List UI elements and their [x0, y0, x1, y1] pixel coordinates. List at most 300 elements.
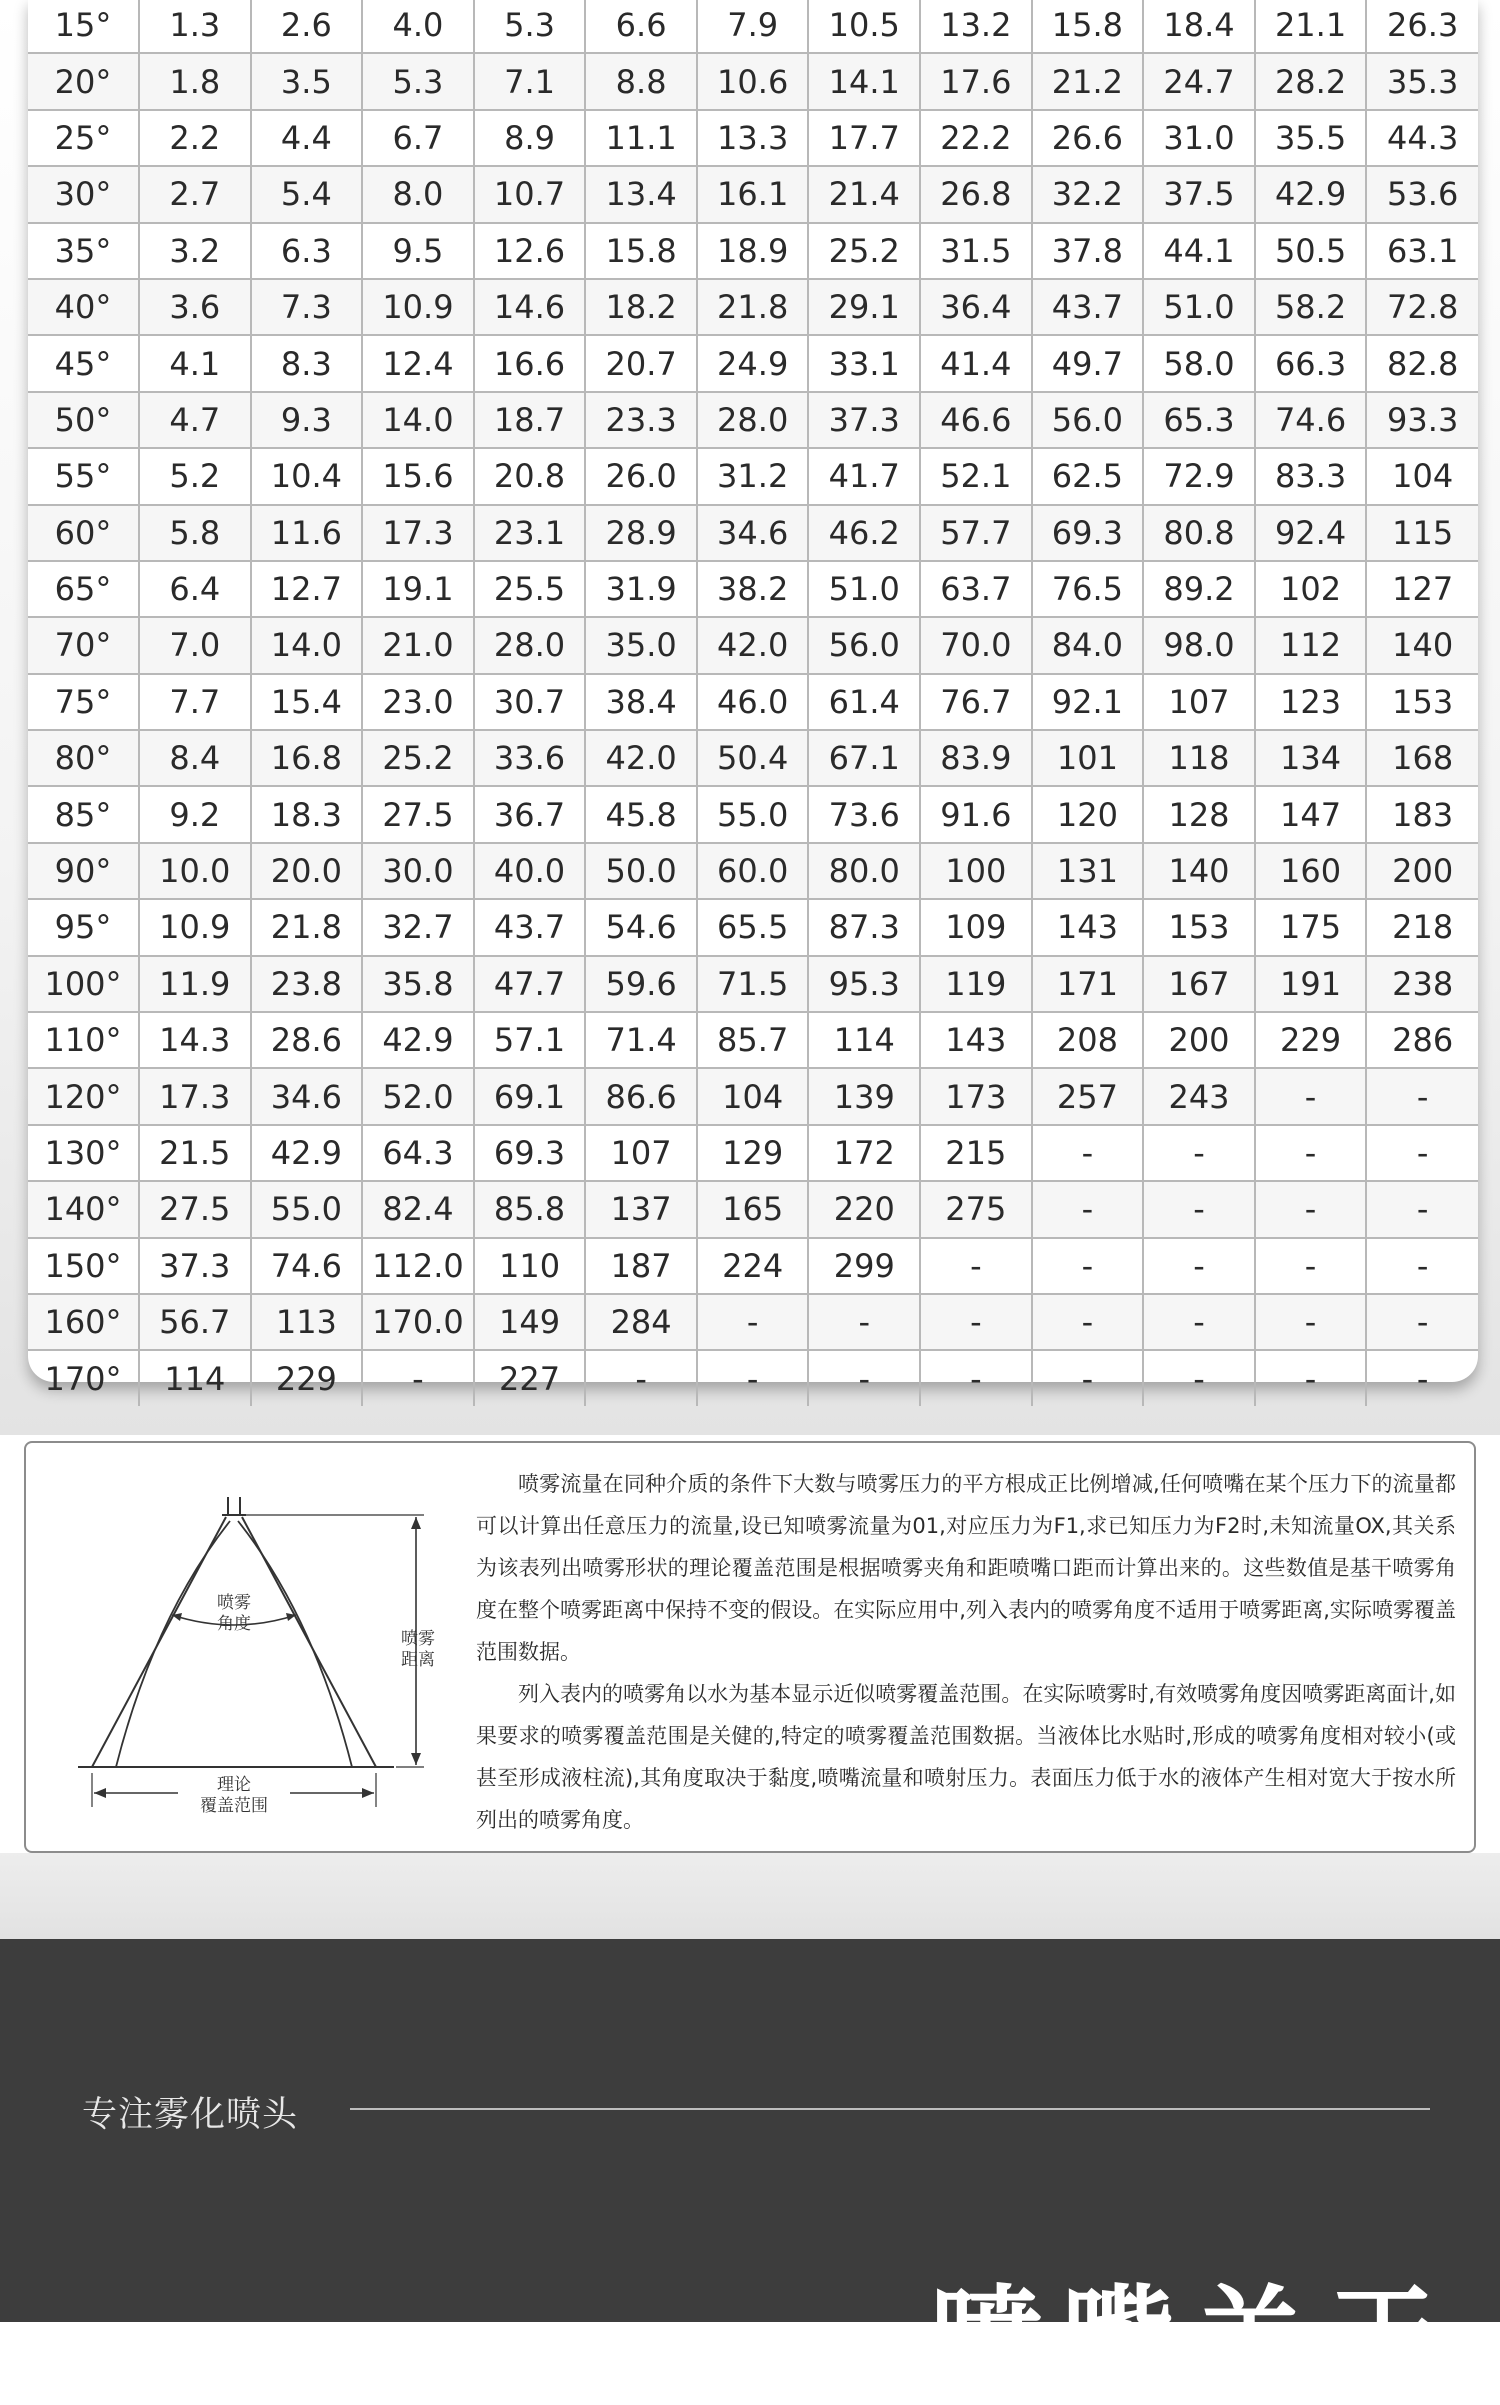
coverage-value-cell: 299	[808, 1238, 920, 1294]
coverage-value-cell: 134	[1255, 730, 1367, 786]
coverage-value-cell: 85.7	[697, 1012, 809, 1068]
coverage-value-cell: 165	[697, 1181, 809, 1237]
spray-angle-cell: 130°	[28, 1125, 139, 1181]
coverage-value-cell: 24.7	[1143, 53, 1255, 109]
coverage-value-cell: -	[1032, 1181, 1144, 1237]
coverage-value-cell: 115	[1366, 505, 1478, 561]
coverage-value-cell: 14.1	[808, 53, 920, 109]
coverage-value-cell: 21.0	[362, 617, 474, 673]
coverage-value-cell: 137	[585, 1181, 697, 1237]
coverage-value-cell: 153	[1143, 899, 1255, 955]
coverage-value-cell: 57.1	[474, 1012, 586, 1068]
coverage-value-cell: -	[1143, 1350, 1255, 1405]
coverage-value-cell: 67.1	[808, 730, 920, 786]
coverage-value-cell: 17.6	[920, 53, 1032, 109]
coverage-value-cell: 229	[251, 1350, 363, 1405]
table-row	[28, 617, 1478, 673]
coverage-value-cell: 44.1	[1143, 223, 1255, 279]
spray-diagram	[54, 1467, 474, 1837]
coverage-value-cell: -	[920, 1294, 1032, 1350]
table-row	[28, 166, 1478, 222]
coverage-value-cell: 8.8	[585, 53, 697, 109]
table-row	[28, 899, 1478, 955]
coverage-value-cell: 31.2	[697, 448, 809, 504]
coverage-value-cell: -	[1032, 1125, 1144, 1181]
coverage-value-cell: 55.0	[697, 786, 809, 842]
coverage-value-cell: 31.5	[920, 223, 1032, 279]
coverage-value-cell: 83.9	[920, 730, 1032, 786]
coverage-value-cell: 85.8	[474, 1181, 586, 1237]
coverage-value-cell: 13.3	[697, 110, 809, 166]
coverage-value-cell: 76.7	[920, 674, 1032, 730]
coverage-value-cell: -	[1143, 1238, 1255, 1294]
coverage-value-cell: -	[1366, 1068, 1478, 1124]
coverage-value-cell: 275	[920, 1181, 1032, 1237]
coverage-value-cell: 10.9	[139, 899, 251, 955]
coverage-value-cell: 40.0	[474, 843, 586, 899]
coverage-value-cell: 46.0	[697, 674, 809, 730]
coverage-value-cell: 220	[808, 1181, 920, 1237]
coverage-value-cell: 35.5	[1255, 110, 1367, 166]
coverage-value-cell: 28.0	[474, 617, 586, 673]
coverage-value-cell: 86.6	[585, 1068, 697, 1124]
coverage-value-cell: 73.6	[808, 786, 920, 842]
coverage-value-cell: 4.4	[251, 110, 363, 166]
coverage-value-cell: 46.6	[920, 392, 1032, 448]
coverage-value-cell: 65.5	[697, 899, 809, 955]
coverage-value-cell: 15.8	[1032, 0, 1144, 53]
notes-paragraph-2: 列入表内的喷雾角以水为基本显示近似喷雾覆盖范围。在实际喷雾时,有效喷雾角度因喷雾距离面计,如果要求的喷雾覆盖范围是关健的,特定的喷雾覆盖范围数据。当液体比水贴时,形成的喷雾角度相对较小(或甚至形成液柱流),其角度取决于黏度,喷嘴流量和喷射压力。表面压力低于水的液体产生相对宽大于按水所列出的喷雾角度。	[476, 1682, 1456, 1832]
coverage-value-cell: 7.9	[697, 0, 809, 53]
coverage-value-cell: 55.0	[251, 1181, 363, 1237]
coverage-value-cell: 56.0	[1032, 392, 1144, 448]
coverage-value-cell: 35.3	[1366, 53, 1478, 109]
coverage-value-cell: 284	[585, 1294, 697, 1350]
coverage-value-cell: 69.3	[1032, 505, 1144, 561]
spray-angle-cell: 55°	[28, 448, 139, 504]
coverage-value-cell: 10.7	[474, 166, 586, 222]
coverage-value-cell: -	[1255, 1068, 1367, 1124]
coverage-value-cell: 29.1	[808, 279, 920, 335]
coverage-value-cell: 26.3	[1366, 0, 1478, 53]
coverage-value-cell: 147	[1255, 786, 1367, 842]
coverage-value-cell: 8.9	[474, 110, 586, 166]
coverage-value-cell: 14.6	[474, 279, 586, 335]
coverage-value-cell: 120	[1032, 786, 1144, 842]
coverage-value-cell: 47.7	[474, 956, 586, 1012]
coverage-value-cell: 5.8	[139, 505, 251, 561]
coverage-value-cell: 35.0	[585, 617, 697, 673]
coverage-value-cell: 114	[808, 1012, 920, 1068]
coverage-value-cell: 31.0	[1143, 110, 1255, 166]
coverage-value-cell: 98.0	[1143, 617, 1255, 673]
coverage-value-cell: -	[1143, 1125, 1255, 1181]
coverage-value-cell: 25.5	[474, 561, 586, 617]
coverage-value-cell: 149	[474, 1294, 586, 1350]
coverage-label: 理论 覆盖范围	[200, 1775, 268, 1817]
coverage-value-cell: 6.6	[585, 0, 697, 53]
coverage-value-cell: 58.0	[1143, 335, 1255, 391]
coverage-value-cell: 11.1	[585, 110, 697, 166]
coverage-value-cell: 109	[920, 899, 1032, 955]
coverage-value-cell: 30.7	[474, 674, 586, 730]
coverage-value-cell: 3.5	[251, 53, 363, 109]
table-row	[28, 1238, 1478, 1294]
coverage-value-cell: -	[1366, 1125, 1478, 1181]
coverage-value-cell: 101	[1032, 730, 1144, 786]
coverage-value-cell: 43.7	[474, 899, 586, 955]
coverage-value-cell: 168	[1366, 730, 1478, 786]
coverage-value-cell: 28.2	[1255, 53, 1367, 109]
coverage-value-cell: 187	[585, 1238, 697, 1294]
coverage-value-cell: 15.4	[251, 674, 363, 730]
coverage-value-cell: 42.0	[585, 730, 697, 786]
coverage-value-cell: 175	[1255, 899, 1367, 955]
table-row	[28, 843, 1478, 899]
coverage-value-cell: 16.6	[474, 335, 586, 391]
coverage-value-cell: 160	[1255, 843, 1367, 899]
spray-notes-box	[24, 1441, 1476, 1853]
coverage-value-cell: 131	[1032, 843, 1144, 899]
coverage-value-cell: 74.6	[251, 1238, 363, 1294]
coverage-value-cell: -	[1143, 1294, 1255, 1350]
coverage-value-cell: 69.3	[474, 1125, 586, 1181]
coverage-value-cell: 286	[1366, 1012, 1478, 1068]
coverage-value-cell: 128	[1143, 786, 1255, 842]
coverage-value-cell: 110	[474, 1238, 586, 1294]
coverage-value-cell: 3.2	[139, 223, 251, 279]
coverage-value-cell: 183	[1366, 786, 1478, 842]
table-row	[28, 1068, 1478, 1124]
coverage-value-cell: 59.6	[585, 956, 697, 1012]
spray-angle-cell: 140°	[28, 1181, 139, 1237]
coverage-value-cell: 61.4	[808, 674, 920, 730]
coverage-value-cell: 119	[920, 956, 1032, 1012]
coverage-value-cell: 74.6	[1255, 392, 1367, 448]
coverage-value-cell: 8.4	[139, 730, 251, 786]
spray-coverage-table-body	[28, 0, 1478, 1406]
notes-text	[476, 1463, 1456, 1841]
spray-angle-cell: 80°	[28, 730, 139, 786]
coverage-value-cell: 243	[1143, 1068, 1255, 1124]
coverage-value-cell: 41.4	[920, 335, 1032, 391]
coverage-value-cell: 200	[1366, 843, 1478, 899]
spray-angle-cell: 70°	[28, 617, 139, 673]
coverage-value-cell: 71.4	[585, 1012, 697, 1068]
coverage-value-cell: 27.5	[362, 786, 474, 842]
coverage-value-cell: 21.8	[251, 899, 363, 955]
coverage-value-cell: -	[697, 1350, 809, 1405]
coverage-value-cell: 71.5	[697, 956, 809, 1012]
coverage-value-cell: 257	[1032, 1068, 1144, 1124]
coverage-value-cell: 37.8	[1032, 223, 1144, 279]
coverage-value-cell: 62.5	[1032, 448, 1144, 504]
coverage-value-cell: 18.7	[474, 392, 586, 448]
spray-angle-cell: 60°	[28, 505, 139, 561]
table-row	[28, 1294, 1478, 1350]
coverage-value-cell: 6.3	[251, 223, 363, 279]
coverage-value-cell: 63.1	[1366, 223, 1478, 279]
coverage-value-cell: 167	[1143, 956, 1255, 1012]
coverage-value-cell: 37.3	[808, 392, 920, 448]
coverage-value-cell: 8.3	[251, 335, 363, 391]
coverage-value-cell: -	[1255, 1350, 1367, 1405]
coverage-value-cell: 9.3	[251, 392, 363, 448]
footer-divider	[350, 2108, 1430, 2110]
coverage-value-cell: 215	[920, 1125, 1032, 1181]
coverage-value-cell: 20.7	[585, 335, 697, 391]
coverage-value-cell: 28.6	[251, 1012, 363, 1068]
coverage-value-cell: 21.1	[1255, 0, 1367, 53]
coverage-value-cell: 6.7	[362, 110, 474, 166]
coverage-value-cell: 171	[1032, 956, 1144, 1012]
coverage-value-cell: 18.9	[697, 223, 809, 279]
coverage-value-cell: 107	[585, 1125, 697, 1181]
table-row	[28, 505, 1478, 561]
coverage-value-cell: 23.8	[251, 956, 363, 1012]
spray-angle-label: 喷雾 角度	[217, 1593, 251, 1635]
spray-angle-cell: 35°	[28, 223, 139, 279]
coverage-value-cell: 104	[1366, 448, 1478, 504]
coverage-value-cell: -	[808, 1350, 920, 1405]
coverage-value-cell: 76.5	[1032, 561, 1144, 617]
spray-distance-label: 喷雾 距离	[401, 1629, 435, 1671]
coverage-value-cell: 170.0	[362, 1294, 474, 1350]
coverage-value-cell: 1.3	[139, 0, 251, 53]
table-row	[28, 1350, 1478, 1405]
coverage-value-cell: 18.4	[1143, 0, 1255, 53]
coverage-value-cell: 42.9	[362, 1012, 474, 1068]
coverage-value-cell: 56.7	[139, 1294, 251, 1350]
spray-angle-cell: 100°	[28, 956, 139, 1012]
coverage-value-cell: 9.2	[139, 786, 251, 842]
spray-angle-cell: 25°	[28, 110, 139, 166]
coverage-value-cell: 224	[697, 1238, 809, 1294]
table-row	[28, 674, 1478, 730]
coverage-value-cell: 51.0	[1143, 279, 1255, 335]
table-row	[28, 786, 1478, 842]
table-row	[28, 0, 1478, 53]
coverage-value-cell: 91.6	[920, 786, 1032, 842]
table-row	[28, 448, 1478, 504]
coverage-value-cell: 37.3	[139, 1238, 251, 1294]
coverage-value-cell: 14.0	[251, 617, 363, 673]
coverage-value-cell: 26.0	[585, 448, 697, 504]
spray-angle-cell: 85°	[28, 786, 139, 842]
coverage-value-cell: 45.8	[585, 786, 697, 842]
coverage-value-cell: 51.0	[808, 561, 920, 617]
coverage-value-cell: 1.8	[139, 53, 251, 109]
coverage-value-cell: 33.1	[808, 335, 920, 391]
coverage-value-cell: 13.2	[920, 0, 1032, 53]
coverage-value-cell: 127	[1366, 561, 1478, 617]
coverage-value-cell: 191	[1255, 956, 1367, 1012]
coverage-value-cell: 26.6	[1032, 110, 1144, 166]
spray-angle-cell: 160°	[28, 1294, 139, 1350]
coverage-value-cell: 66.3	[1255, 335, 1367, 391]
coverage-value-cell: 31.9	[585, 561, 697, 617]
coverage-value-cell: 23.0	[362, 674, 474, 730]
coverage-value-cell: -	[1032, 1350, 1144, 1405]
coverage-value-cell: 72.9	[1143, 448, 1255, 504]
coverage-value-cell: 32.7	[362, 899, 474, 955]
coverage-value-cell: 19.1	[362, 561, 474, 617]
coverage-value-cell: 46.2	[808, 505, 920, 561]
coverage-value-cell: -	[808, 1294, 920, 1350]
coverage-value-cell: 208	[1032, 1012, 1144, 1068]
coverage-value-cell: 17.3	[362, 505, 474, 561]
coverage-value-cell: 38.4	[585, 674, 697, 730]
table-row	[28, 335, 1478, 391]
coverage-value-cell: 12.6	[474, 223, 586, 279]
coverage-value-cell: 87.3	[808, 899, 920, 955]
coverage-value-cell: 38.2	[697, 561, 809, 617]
coverage-value-cell: 20.0	[251, 843, 363, 899]
coverage-value-cell: 52.1	[920, 448, 1032, 504]
coverage-value-cell: 14.0	[362, 392, 474, 448]
coverage-value-cell: 25.2	[808, 223, 920, 279]
table-row	[28, 392, 1478, 448]
coverage-value-cell: 21.5	[139, 1125, 251, 1181]
coverage-value-cell: -	[362, 1350, 474, 1405]
coverage-value-cell: 5.3	[474, 0, 586, 53]
coverage-value-cell: 14.3	[139, 1012, 251, 1068]
coverage-value-cell: 4.0	[362, 0, 474, 53]
coverage-value-cell: -	[1255, 1238, 1367, 1294]
coverage-value-cell: 227	[474, 1350, 586, 1405]
spray-angle-cell: 65°	[28, 561, 139, 617]
coverage-value-cell: 139	[808, 1068, 920, 1124]
spray-coverage-table	[28, 0, 1478, 1406]
coverage-value-cell: 7.0	[139, 617, 251, 673]
coverage-value-cell: 10.4	[251, 448, 363, 504]
coverage-value-cell: 80.0	[808, 843, 920, 899]
coverage-value-cell: 172	[808, 1125, 920, 1181]
coverage-value-cell: 21.4	[808, 166, 920, 222]
coverage-value-cell: 25.2	[362, 730, 474, 786]
coverage-value-cell: 21.2	[1032, 53, 1144, 109]
coverage-value-cell: 10.9	[362, 279, 474, 335]
coverage-value-cell: 92.4	[1255, 505, 1367, 561]
coverage-value-cell: 84.0	[1032, 617, 1144, 673]
coverage-value-cell: 18.3	[251, 786, 363, 842]
coverage-value-cell: 114	[139, 1350, 251, 1405]
coverage-value-cell: -	[697, 1294, 809, 1350]
coverage-value-cell: 229	[1255, 1012, 1367, 1068]
coverage-value-cell: 80.8	[1143, 505, 1255, 561]
footer-heading: 喷嘴关于	[930, 2275, 1458, 2405]
coverage-value-cell: 107	[1143, 674, 1255, 730]
coverage-value-cell: 21.8	[697, 279, 809, 335]
coverage-value-cell: -	[920, 1238, 1032, 1294]
coverage-value-cell: 13.4	[585, 166, 697, 222]
coverage-value-cell: 89.2	[1143, 561, 1255, 617]
coverage-value-cell: 2.2	[139, 110, 251, 166]
coverage-value-cell: 72.8	[1366, 279, 1478, 335]
coverage-value-cell: 113	[251, 1294, 363, 1350]
spray-angle-cell: 120°	[28, 1068, 139, 1124]
coverage-value-cell: 34.6	[697, 505, 809, 561]
coverage-value-cell: 35.8	[362, 956, 474, 1012]
coverage-value-cell: 10.0	[139, 843, 251, 899]
coverage-value-cell: 16.1	[697, 166, 809, 222]
coverage-value-cell: 143	[1032, 899, 1144, 955]
coverage-value-cell: 65.3	[1143, 392, 1255, 448]
coverage-value-cell: 50.0	[585, 843, 697, 899]
coverage-value-cell: 17.7	[808, 110, 920, 166]
spray-angle-cell: 110°	[28, 1012, 139, 1068]
coverage-value-cell: 82.4	[362, 1181, 474, 1237]
coverage-value-cell: 7.7	[139, 674, 251, 730]
coverage-value-cell: 30.0	[362, 843, 474, 899]
spray-angle-cell: 20°	[28, 53, 139, 109]
spray-angle-cell: 90°	[28, 843, 139, 899]
coverage-value-cell: -	[1143, 1181, 1255, 1237]
footer-tagline: 专注雾化喷头	[82, 2095, 299, 2135]
coverage-value-cell: 15.8	[585, 223, 697, 279]
coverage-value-cell: 23.1	[474, 505, 586, 561]
table-row	[28, 1012, 1478, 1068]
coverage-value-cell: 100	[920, 843, 1032, 899]
coverage-value-cell: 7.3	[251, 279, 363, 335]
coverage-value-cell: 4.1	[139, 335, 251, 391]
coverage-value-cell: 69.1	[474, 1068, 586, 1124]
table-row	[28, 561, 1478, 617]
coverage-value-cell: 56.0	[808, 617, 920, 673]
table-row	[28, 730, 1478, 786]
coverage-value-cell: 50.4	[697, 730, 809, 786]
coverage-value-cell: 7.1	[474, 53, 586, 109]
spray-angle-cell: 50°	[28, 392, 139, 448]
coverage-value-cell: 200	[1143, 1012, 1255, 1068]
spray-angle-cell: 15°	[28, 0, 139, 53]
coverage-value-cell: 53.6	[1366, 166, 1478, 222]
coverage-value-cell: 5.2	[139, 448, 251, 504]
coverage-value-cell: 17.3	[139, 1068, 251, 1124]
spray-angle-cell: 150°	[28, 1238, 139, 1294]
table-row	[28, 223, 1478, 279]
coverage-value-cell: -	[1366, 1350, 1478, 1405]
coverage-value-cell: 2.6	[251, 0, 363, 53]
coverage-value-cell: 10.6	[697, 53, 809, 109]
coverage-value-cell: -	[1366, 1238, 1478, 1294]
coverage-value-cell: 4.7	[139, 392, 251, 448]
coverage-value-cell: 93.3	[1366, 392, 1478, 448]
coverage-value-cell: 153	[1366, 674, 1478, 730]
coverage-value-cell: 24.9	[697, 335, 809, 391]
coverage-value-cell: -	[1032, 1238, 1144, 1294]
spray-angle-cell: 75°	[28, 674, 139, 730]
coverage-value-cell: 36.7	[474, 786, 586, 842]
coverage-value-cell: 11.6	[251, 505, 363, 561]
coverage-value-cell: 42.0	[697, 617, 809, 673]
coverage-value-cell: 143	[920, 1012, 1032, 1068]
coverage-value-cell: 20.8	[474, 448, 586, 504]
coverage-value-cell: 83.3	[1255, 448, 1367, 504]
coverage-value-cell: 28.9	[585, 505, 697, 561]
spray-coverage-table-card	[28, 0, 1478, 1398]
coverage-value-cell: 5.3	[362, 53, 474, 109]
coverage-value-cell: 42.9	[251, 1125, 363, 1181]
coverage-value-cell: 11.9	[139, 956, 251, 1012]
coverage-value-cell: 15.6	[362, 448, 474, 504]
coverage-value-cell: 58.2	[1255, 279, 1367, 335]
coverage-value-cell: 50.5	[1255, 223, 1367, 279]
spray-angle-cell: 40°	[28, 279, 139, 335]
coverage-value-cell: 18.2	[585, 279, 697, 335]
table-row	[28, 1125, 1478, 1181]
coverage-value-cell: 33.6	[474, 730, 586, 786]
